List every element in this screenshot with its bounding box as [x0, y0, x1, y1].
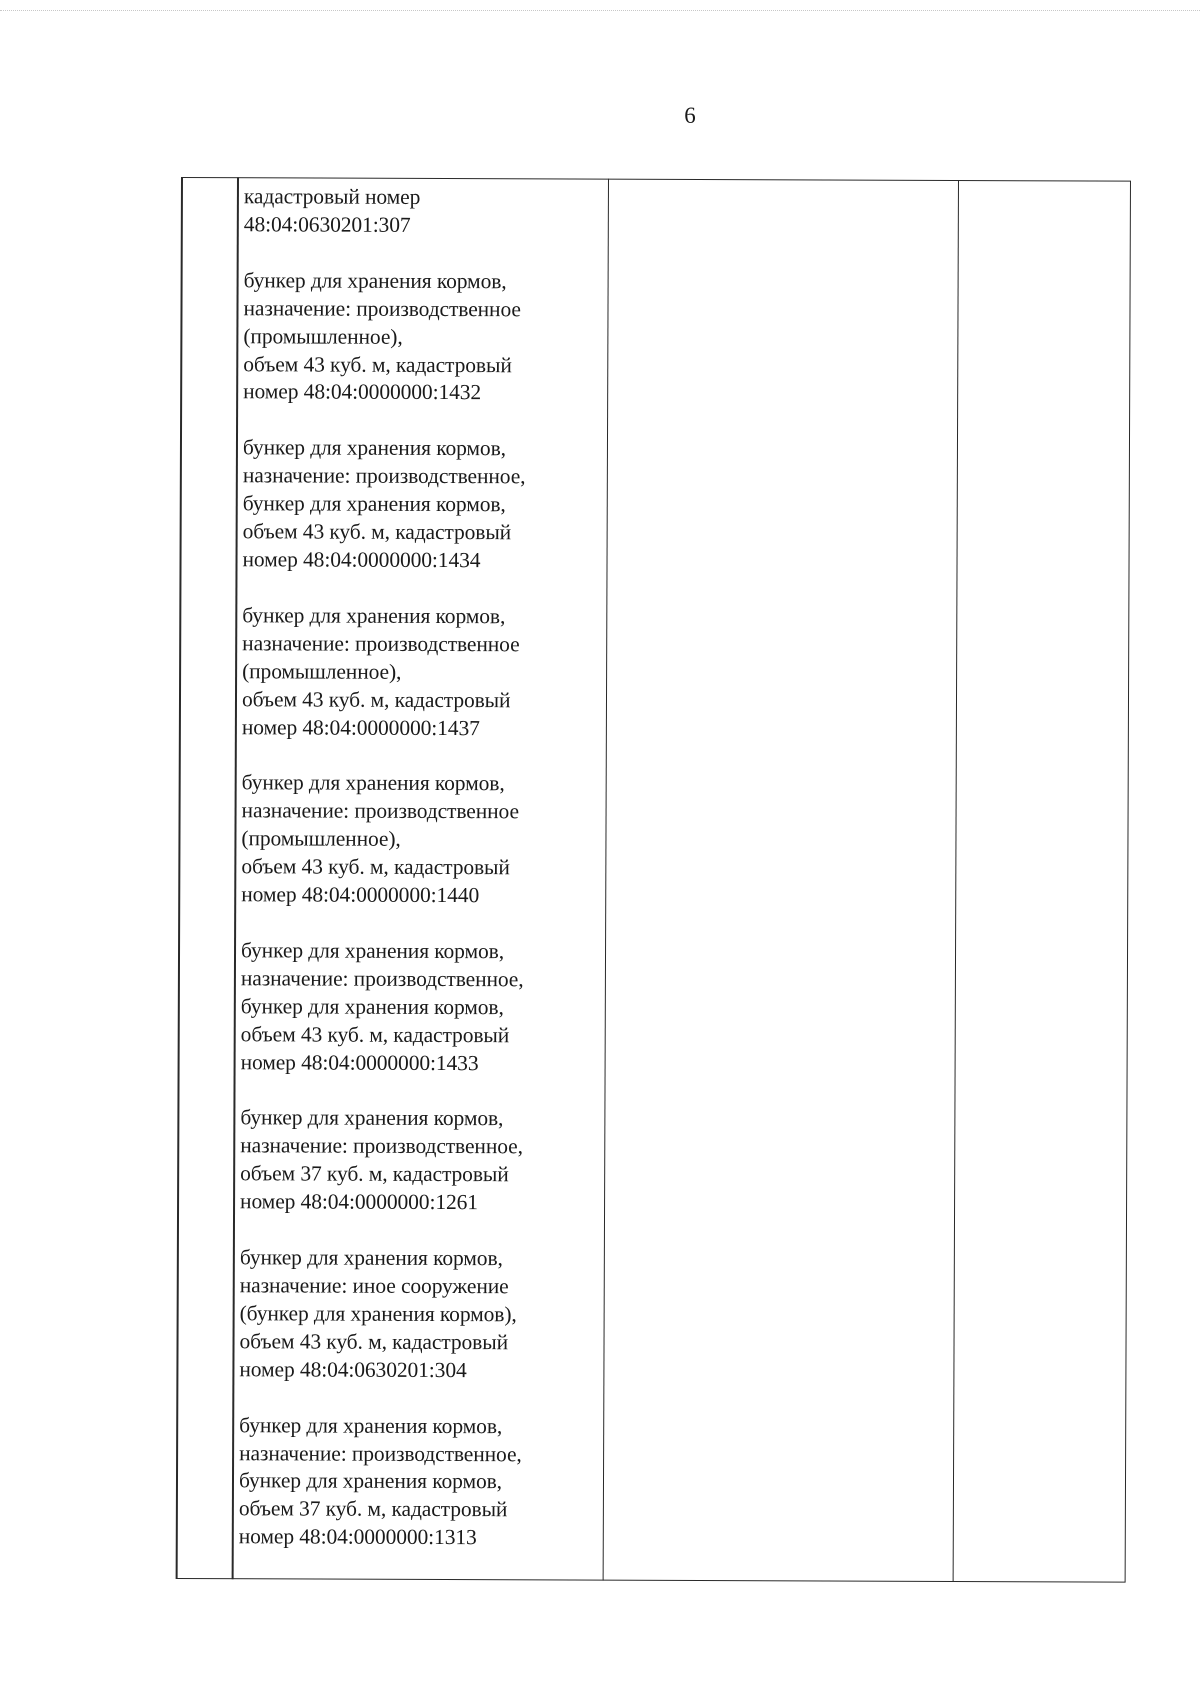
entry-line: бункер для хранения кормов,	[240, 1105, 504, 1131]
entry-line: (промышленное),	[243, 323, 403, 349]
entry-line: 48:04:0630201:307	[243, 212, 411, 237]
entry-line: кадастровый номер	[243, 184, 421, 209]
property-entry	[239, 1244, 600, 1385]
entry-line: бункер для хранения кормов,	[239, 1245, 503, 1271]
property-entry	[241, 937, 602, 1078]
entry-line: назначение: производственное,	[240, 1133, 523, 1159]
entry-line: номер 48:04:0000000:1433	[240, 1049, 479, 1075]
property-entry	[244, 183, 604, 240]
property-entry	[242, 602, 603, 743]
entry-line: номер 48:04:0000000:1432	[243, 379, 482, 405]
entry-line: бункер для хранения кормов,	[241, 770, 505, 796]
property-entry	[241, 770, 602, 911]
entry-line: объем 43 куб. м, кадастровый	[241, 854, 510, 880]
entry-line: назначение: производственное,	[240, 966, 524, 992]
entry-line: бункер для хранения кормов,	[239, 1412, 503, 1438]
entry-line: (бункер для хранения кормов),	[239, 1301, 517, 1327]
property-entry	[242, 435, 603, 576]
entry-line: номер 48:04:0000000:1313	[238, 1524, 477, 1550]
entry-line: объем 37 куб. м, кадастровый	[238, 1496, 508, 1522]
entry-line: объем 37 куб. м, кадастровый	[240, 1161, 509, 1187]
entry-line: объем 43 куб. м, кадастровый	[240, 1021, 510, 1047]
entry-line: (промышленное),	[242, 658, 402, 684]
entry-line: бункер для хранения кормов,	[242, 435, 506, 461]
entry-line: объем 43 куб. м, кадастровый	[239, 1329, 509, 1355]
entry-line: назначение: производственное,	[239, 1440, 522, 1466]
entry-line: назначение: иное сооружение	[239, 1273, 509, 1299]
entry-line: объем 43 куб. м, кадастровый	[242, 519, 512, 545]
entry-line: бункер для хранения кормов,	[240, 938, 505, 964]
entry-line: бункер для хранения кормов,	[242, 491, 506, 517]
property-entry	[239, 1412, 600, 1553]
property-table	[176, 177, 1131, 1583]
entry-line: бункер для хранения кормов,	[238, 1468, 503, 1494]
scan-top-edge	[0, 10, 1200, 11]
entry-line: назначение: производственное	[242, 631, 520, 657]
entry-line: объем 43 куб. м, кадастровый	[241, 686, 511, 712]
entry-line: бункер для хранения кормов,	[240, 993, 504, 1019]
page-number: 6	[684, 103, 696, 128]
entry-line: номер 48:04:0630201:304	[239, 1356, 467, 1382]
object-description-column	[239, 183, 604, 1581]
entry-line: номер 48:04:0000000:1434	[242, 547, 481, 573]
entry-line: номер 48:04:0000000:1437	[241, 714, 480, 740]
entry-line: номер 48:04:0000000:1440	[241, 882, 480, 908]
entry-line: бункер для хранения кормов,	[242, 603, 506, 629]
entry-line: назначение: производственное	[243, 295, 521, 322]
entry-line: номер 48:04:0000000:1261	[240, 1189, 479, 1215]
entry-line: (промышленное),	[241, 826, 401, 852]
property-entry	[240, 1105, 600, 1218]
property-entry	[243, 267, 604, 408]
entry-line: объем 43 куб. м, кадастровый	[243, 351, 512, 377]
entry-line: назначение: производственное	[241, 798, 519, 824]
entry-line: бункер для хранения кормов,	[243, 268, 507, 294]
entry-line: назначение: производственное,	[242, 463, 526, 489]
